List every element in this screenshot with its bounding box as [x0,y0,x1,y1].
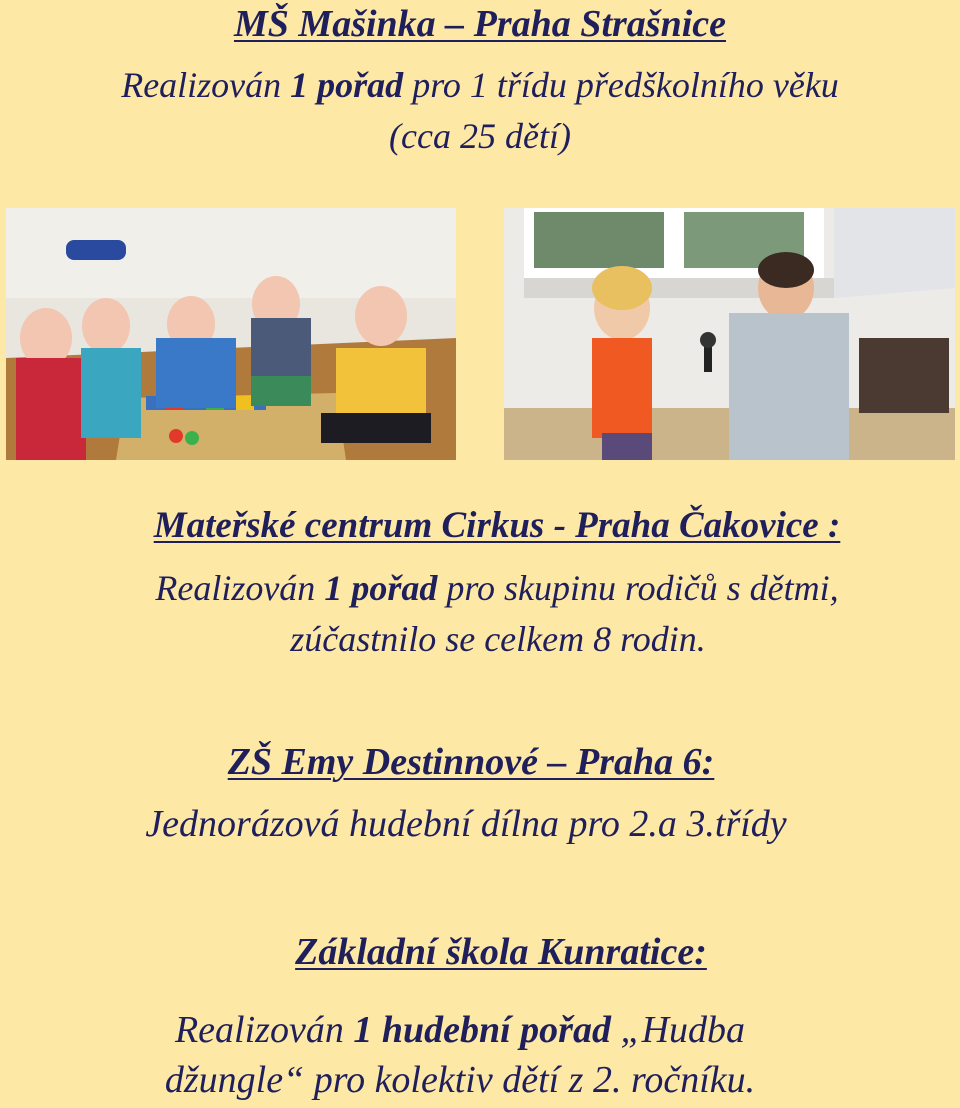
child-with-microphone-photo [504,208,955,460]
section-4-heading: Základní škola Kunratice: [295,931,707,973]
children-with-instruments-photo [6,208,456,460]
section-1-text-line-2: (cca 25 dětí) [389,116,571,156]
section-4-text-line-2: džungle“ pro kolektiv dětí z 2. ročníku. [164,1059,756,1101]
section-1-heading: MŠ Mašinka – Praha Strašnice [233,3,726,45]
text-emphasis: 1 pořad [290,65,404,105]
section-2-heading: Mateřské centrum Cirkus - Praha Čakovice : [153,505,841,546]
text-emphasis: 1 pořad [324,568,438,608]
text-emphasis: 1 hudební pořad [353,1009,611,1051]
section-2-text-line-1 [0,567,960,609]
text-part: Realizován [174,1009,354,1051]
section-1-text-line-1 [0,64,960,106]
text-part: pro skupinu rodičů s dětmi, [437,568,839,608]
text-part: „Hudba [610,1009,746,1051]
text-part: pro 1 třídu předškolního věku [403,65,839,105]
section-2-text-line-2: zúčastnilo se celkem 8 rodin. [290,619,706,659]
section-4-text-line-1 [0,1008,960,1052]
text-part: Realizován [121,65,291,105]
section-3-text-line-1: Jednorázová hudební dílna pro 2.a 3.třídy [145,803,787,845]
text-part: Realizován [155,568,325,608]
section-3-heading: ZŠ Emy Destinnové – Praha 6: [227,741,715,783]
